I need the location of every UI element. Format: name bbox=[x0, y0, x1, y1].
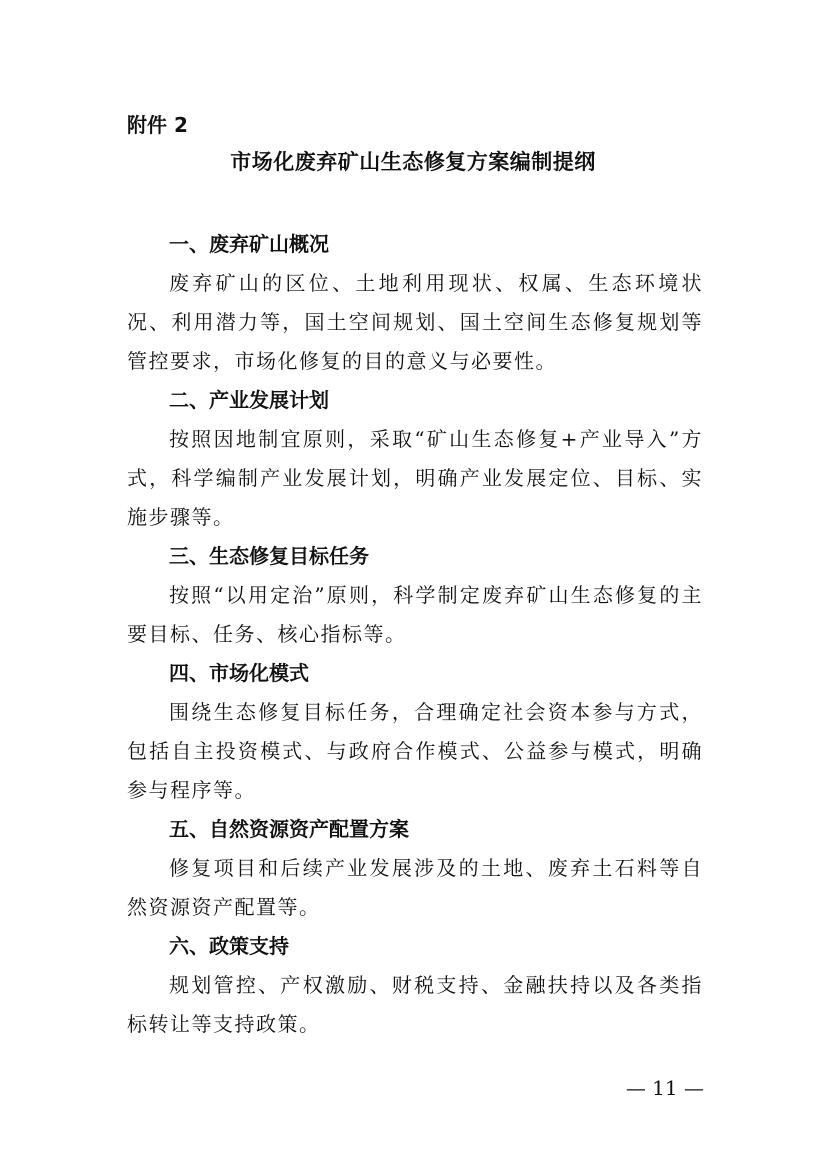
section-paragraph: 按照“以用定治”原则，科学制定废弃矿山生态修复的主要目标、任务、核心指标等。 bbox=[127, 583, 703, 646]
document-body bbox=[127, 225, 703, 1044]
document-title: 市场化废弃矿山生态修复方案编制提纲 bbox=[230, 150, 596, 174]
section-paragraph: 规划管控、产权激励、财税支持、金融扶持以及各类指标转让等支持政策。 bbox=[127, 973, 703, 1036]
section-paragraph: 按照因地制宜原则，采取“矿山生态修复+产业导入”方式，科学编制产业发展计划，明确产业发展定位、目标、实施步骤等。 bbox=[127, 427, 703, 529]
section-restoration-goals bbox=[127, 537, 703, 654]
attachment-label: 附件 2 bbox=[127, 113, 188, 137]
section-overview bbox=[127, 225, 703, 381]
section-heading: 六、政策支持 bbox=[169, 934, 289, 958]
section-heading: 四、市场化模式 bbox=[169, 661, 309, 685]
section-paragraph: 废弃矿山的区位、土地利用现状、权属、生态环境状况、利用潜力等，国土空间规划、国土空间生态修复规划等管控要求，市场化修复的目的意义与必要性。 bbox=[127, 271, 703, 373]
section-policy-support bbox=[127, 927, 703, 1044]
section-industry-plan bbox=[127, 381, 703, 537]
section-heading: 二、产业发展计划 bbox=[169, 388, 329, 412]
page-number: — 11 — bbox=[625, 1076, 704, 1100]
section-heading: 五、自然资源资产配置方案 bbox=[169, 817, 409, 841]
section-heading: 三、生态修复目标任务 bbox=[169, 544, 369, 568]
section-paragraph: 围绕生态修复目标任务，合理确定社会资本参与方式，包括自主投资模式、与政府合作模式、公益参与模式，明确参与程序等。 bbox=[127, 700, 703, 802]
section-market-model bbox=[127, 654, 703, 810]
section-asset-allocation bbox=[127, 810, 703, 927]
section-heading: 一、废弃矿山概况 bbox=[169, 232, 329, 256]
section-paragraph: 修复项目和后续产业发展涉及的土地、废弃土石料等自然资源资产配置等。 bbox=[127, 856, 703, 919]
